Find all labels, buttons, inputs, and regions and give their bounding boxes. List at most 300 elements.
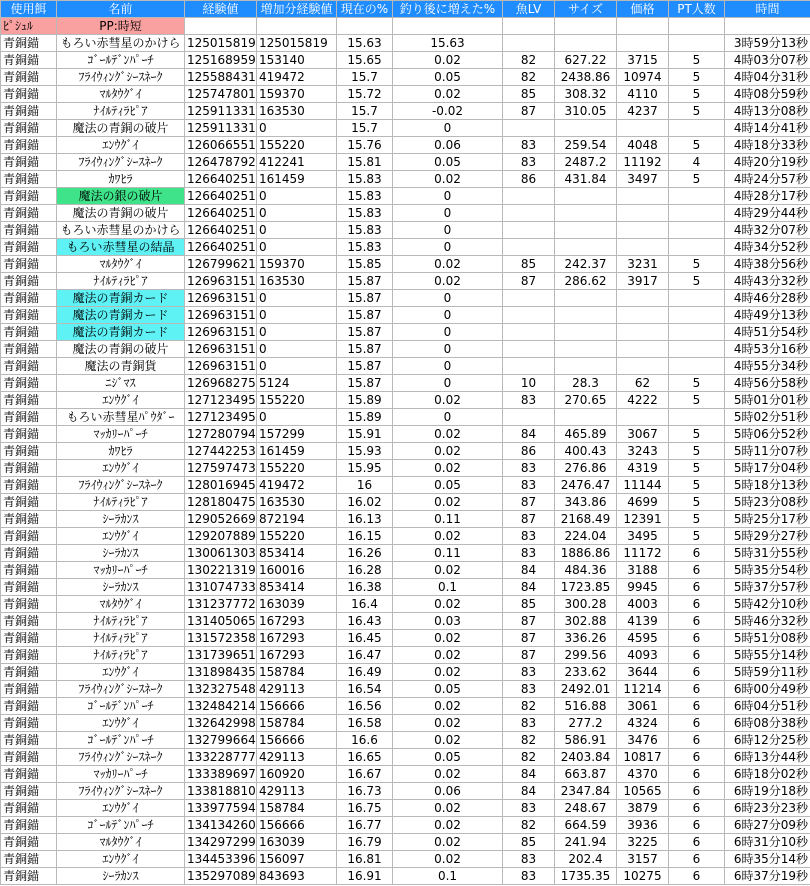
exp-gain-cell[interactable]: 163530: [257, 494, 337, 511]
exp-cell[interactable]: 126799621: [185, 256, 257, 273]
exp-gain-cell[interactable]: 167293: [257, 647, 337, 664]
name-cell[interactable]: ｼｰﾗｶﾝｽ: [57, 511, 185, 528]
price-cell[interactable]: 3936: [617, 817, 669, 834]
current-pct-cell[interactable]: 15.87: [337, 324, 393, 341]
exp-cell[interactable]: 127123495: [185, 409, 257, 426]
size-cell[interactable]: 336.26: [555, 630, 617, 647]
name-cell[interactable]: ｺﾞｰﾙﾃﾞﾝﾊﾟｰﾁ: [57, 698, 185, 715]
current-pct-cell[interactable]: 16.73: [337, 783, 393, 800]
party-size-cell[interactable]: [669, 358, 725, 375]
exp-gain-cell[interactable]: 412241: [257, 154, 337, 171]
time-cell[interactable]: 5時31分55秒: [725, 545, 810, 562]
exp-cell[interactable]: 126968275: [185, 375, 257, 392]
pct-increase-cell[interactable]: 0: [393, 375, 503, 392]
fish-level-cell[interactable]: [503, 205, 555, 222]
name-cell[interactable]: ﾅｲﾙﾃｨﾗﾋﾟｱ: [57, 613, 185, 630]
party-size-cell[interactable]: 5: [669, 460, 725, 477]
name-cell[interactable]: 魔法の青銅カード: [57, 307, 185, 324]
fish-level-cell[interactable]: 82: [503, 749, 555, 766]
party-size-cell[interactable]: 6: [669, 817, 725, 834]
size-cell[interactable]: 277.2: [555, 715, 617, 732]
exp-gain-cell[interactable]: 419472: [257, 477, 337, 494]
party-size-cell[interactable]: 6: [669, 562, 725, 579]
exp-cell[interactable]: 131898435: [185, 664, 257, 681]
time-cell[interactable]: 5時59分11秒: [725, 664, 810, 681]
time-cell[interactable]: 4時14分41秒: [725, 120, 810, 137]
name-cell[interactable]: 魔法の青銅の破片: [57, 205, 185, 222]
fish-level-cell[interactable]: 84: [503, 426, 555, 443]
party-size-cell[interactable]: 6: [669, 868, 725, 885]
pct-increase-cell[interactable]: 0.02: [393, 86, 503, 103]
time-cell[interactable]: 5時42分10秒: [725, 596, 810, 613]
pct-increase-cell[interactable]: 0.02: [393, 273, 503, 290]
current-pct-cell[interactable]: 15.87: [337, 341, 393, 358]
exp-cell[interactable]: 126963151: [185, 307, 257, 324]
current-pct-cell[interactable]: 15.83: [337, 171, 393, 188]
empty-cell[interactable]: [185, 18, 257, 35]
exp-gain-cell[interactable]: 0: [257, 409, 337, 426]
time-cell[interactable]: 4時55分34秒: [725, 358, 810, 375]
time-cell[interactable]: 4時08分59秒: [725, 86, 810, 103]
party-size-cell[interactable]: 6: [669, 749, 725, 766]
time-cell[interactable]: 4時18分33秒: [725, 137, 810, 154]
bait-cell[interactable]: 青銅錨: [1, 426, 57, 443]
current-pct-cell[interactable]: 15.7: [337, 69, 393, 86]
fish-level-cell[interactable]: 85: [503, 596, 555, 613]
time-cell[interactable]: 4時49分13秒: [725, 307, 810, 324]
exp-gain-cell[interactable]: 160920: [257, 766, 337, 783]
pct-increase-cell[interactable]: 0.02: [393, 630, 503, 647]
exp-cell[interactable]: 127442253: [185, 443, 257, 460]
size-cell[interactable]: 2168.49: [555, 511, 617, 528]
time-cell[interactable]: 5時06分52秒: [725, 426, 810, 443]
fish-level-cell[interactable]: [503, 290, 555, 307]
price-cell[interactable]: 4093: [617, 647, 669, 664]
time-cell[interactable]: 3時59分13秒: [725, 35, 810, 52]
bait-cell[interactable]: 青銅錨: [1, 851, 57, 868]
size-cell[interactable]: 233.62: [555, 664, 617, 681]
exp-cell[interactable]: 132799664: [185, 732, 257, 749]
time-cell[interactable]: 4時53分16秒: [725, 341, 810, 358]
name-cell[interactable]: ﾅｲﾙﾃｨﾗﾋﾟｱ: [57, 273, 185, 290]
bait-cell[interactable]: 青銅錨: [1, 358, 57, 375]
party-size-cell[interactable]: 5: [669, 375, 725, 392]
bait-cell[interactable]: 青銅錨: [1, 477, 57, 494]
price-cell[interactable]: 3243: [617, 443, 669, 460]
time-cell[interactable]: 4時03分07秒: [725, 52, 810, 69]
party-size-cell[interactable]: 6: [669, 647, 725, 664]
name-cell[interactable]: ﾏｯｶﾘｰﾊﾟｰﾁ: [57, 426, 185, 443]
price-cell[interactable]: 3715: [617, 52, 669, 69]
current-pct-cell[interactable]: 16.47: [337, 647, 393, 664]
party-size-cell[interactable]: [669, 290, 725, 307]
exp-cell[interactable]: 134134260: [185, 817, 257, 834]
exp-gain-cell[interactable]: 429113: [257, 749, 337, 766]
bait-cell[interactable]: 青銅錨: [1, 69, 57, 86]
time-cell[interactable]: 5時25分17秒: [725, 511, 810, 528]
pct-increase-cell[interactable]: 15.63: [393, 35, 503, 52]
exp-cell[interactable]: 125911331: [185, 103, 257, 120]
fish-level-cell[interactable]: 87: [503, 630, 555, 647]
price-cell[interactable]: 3231: [617, 256, 669, 273]
party-size-cell[interactable]: 5: [669, 273, 725, 290]
fish-level-cell[interactable]: 87: [503, 511, 555, 528]
size-cell[interactable]: 310.05: [555, 103, 617, 120]
name-cell[interactable]: ﾏﾙﾀｳｸﾞｲ: [57, 596, 185, 613]
exp-gain-cell[interactable]: 872194: [257, 511, 337, 528]
exp-gain-cell[interactable]: 161459: [257, 171, 337, 188]
party-size-cell[interactable]: 6: [669, 766, 725, 783]
size-cell[interactable]: 286.62: [555, 273, 617, 290]
bait-cell[interactable]: 青銅錨: [1, 409, 57, 426]
time-cell[interactable]: 5時01分01秒: [725, 392, 810, 409]
exp-cell[interactable]: 132484214: [185, 698, 257, 715]
size-cell[interactable]: [555, 222, 617, 239]
name-cell[interactable]: ﾌﾗｲｳｨﾝｸﾞｼｰｽﾈｰｸ: [57, 477, 185, 494]
current-pct-cell[interactable]: 16.02: [337, 494, 393, 511]
bait-cell[interactable]: 青銅錨: [1, 800, 57, 817]
empty-cell[interactable]: [337, 18, 393, 35]
bait-cell[interactable]: 青銅錨: [1, 375, 57, 392]
header-name[interactable]: 名前: [57, 1, 185, 18]
size-cell[interactable]: 343.86: [555, 494, 617, 511]
exp-cell[interactable]: 131405065: [185, 613, 257, 630]
party-size-cell[interactable]: 6: [669, 664, 725, 681]
fish-level-cell[interactable]: [503, 239, 555, 256]
price-cell[interactable]: 3879: [617, 800, 669, 817]
pct-increase-cell[interactable]: -0.02: [393, 103, 503, 120]
bait-cell[interactable]: 青銅錨: [1, 120, 57, 137]
current-pct-cell[interactable]: 16.4: [337, 596, 393, 613]
pct-increase-cell[interactable]: 0.02: [393, 817, 503, 834]
empty-cell[interactable]: [503, 18, 555, 35]
fish-level-cell[interactable]: 85: [503, 86, 555, 103]
exp-cell[interactable]: 126963151: [185, 324, 257, 341]
fish-level-cell[interactable]: 10: [503, 375, 555, 392]
fish-level-cell[interactable]: 82: [503, 698, 555, 715]
name-cell[interactable]: ｺﾞｰﾙﾃﾞﾝﾊﾟｰﾁ: [57, 732, 185, 749]
current-pct-cell[interactable]: 16.15: [337, 528, 393, 545]
size-cell[interactable]: 259.54: [555, 137, 617, 154]
exp-gain-cell[interactable]: 5124: [257, 375, 337, 392]
name-cell[interactable]: ﾏﾙﾀｳｸﾞｲ: [57, 86, 185, 103]
current-pct-cell[interactable]: 15.93: [337, 443, 393, 460]
exp-gain-cell[interactable]: 155220: [257, 528, 337, 545]
time-cell[interactable]: 4時34分52秒: [725, 239, 810, 256]
current-pct-cell[interactable]: 15.7: [337, 120, 393, 137]
exp-cell[interactable]: 129052669: [185, 511, 257, 528]
fish-level-cell[interactable]: [503, 358, 555, 375]
current-pct-cell[interactable]: 16.13: [337, 511, 393, 528]
current-pct-cell[interactable]: 16.45: [337, 630, 393, 647]
current-pct-cell[interactable]: 15.76: [337, 137, 393, 154]
party-size-cell[interactable]: 5: [669, 443, 725, 460]
empty-cell[interactable]: [257, 18, 337, 35]
price-cell[interactable]: [617, 290, 669, 307]
bait-cell[interactable]: 青銅錨: [1, 171, 57, 188]
exp-gain-cell[interactable]: 156097: [257, 851, 337, 868]
pct-increase-cell[interactable]: 0: [393, 324, 503, 341]
price-cell[interactable]: 11172: [617, 545, 669, 562]
size-cell[interactable]: 299.56: [555, 647, 617, 664]
fish-level-cell[interactable]: 82: [503, 69, 555, 86]
pct-increase-cell[interactable]: 0: [393, 341, 503, 358]
size-cell[interactable]: [555, 239, 617, 256]
exp-cell[interactable]: 128180475: [185, 494, 257, 511]
bait-cell[interactable]: 青銅錨: [1, 154, 57, 171]
current-pct-cell[interactable]: 16.54: [337, 681, 393, 698]
header-pct-increase[interactable]: 釣り後に増えた%: [393, 1, 503, 18]
name-cell[interactable]: ﾅｲﾙﾃｨﾗﾋﾟｱ: [57, 630, 185, 647]
name-cell[interactable]: ｴﾝｳｸﾞｲ: [57, 851, 185, 868]
size-cell[interactable]: 1886.86: [555, 545, 617, 562]
exp-cell[interactable]: 125168959: [185, 52, 257, 69]
exp-gain-cell[interactable]: 429113: [257, 681, 337, 698]
fish-level-cell[interactable]: 83: [503, 800, 555, 817]
bait-cell[interactable]: 青銅錨: [1, 647, 57, 664]
bait-cell[interactable]: 青銅錨: [1, 460, 57, 477]
time-cell[interactable]: 6時04分51秒: [725, 698, 810, 715]
fish-level-cell[interactable]: [503, 120, 555, 137]
exp-cell[interactable]: 125015819: [185, 35, 257, 52]
party-size-cell[interactable]: [669, 341, 725, 358]
exp-gain-cell[interactable]: 429113: [257, 783, 337, 800]
exp-cell[interactable]: 125747801: [185, 86, 257, 103]
fish-level-cell[interactable]: 83: [503, 528, 555, 545]
price-cell[interactable]: 4110: [617, 86, 669, 103]
name-cell[interactable]: 魔法の青銅カード: [57, 324, 185, 341]
fish-level-cell[interactable]: 83: [503, 460, 555, 477]
exp-cell[interactable]: 131074733: [185, 579, 257, 596]
current-pct-cell[interactable]: 16.43: [337, 613, 393, 630]
name-cell[interactable]: ｴﾝｳｸﾞｲ: [57, 528, 185, 545]
party-size-cell[interactable]: 6: [669, 834, 725, 851]
current-pct-cell[interactable]: 16.75: [337, 800, 393, 817]
current-pct-cell[interactable]: 15.83: [337, 239, 393, 256]
price-cell[interactable]: 3067: [617, 426, 669, 443]
time-cell[interactable]: 4時13分08秒: [725, 103, 810, 120]
pct-increase-cell[interactable]: 0.05: [393, 69, 503, 86]
party-size-cell[interactable]: 5: [669, 494, 725, 511]
size-cell[interactable]: 2476.47: [555, 477, 617, 494]
fish-level-cell[interactable]: [503, 307, 555, 324]
fish-level-cell[interactable]: 84: [503, 562, 555, 579]
fish-level-cell[interactable]: [503, 341, 555, 358]
price-cell[interactable]: [617, 324, 669, 341]
fish-level-cell[interactable]: 83: [503, 154, 555, 171]
price-cell[interactable]: [617, 205, 669, 222]
party-size-cell[interactable]: 5: [669, 52, 725, 69]
pct-increase-cell[interactable]: 0.02: [393, 732, 503, 749]
current-pct-cell[interactable]: 15.87: [337, 358, 393, 375]
exp-gain-cell[interactable]: 160016: [257, 562, 337, 579]
current-pct-cell[interactable]: 15.89: [337, 392, 393, 409]
bait-cell[interactable]: 青銅錨: [1, 834, 57, 851]
price-cell[interactable]: [617, 239, 669, 256]
price-cell[interactable]: 3188: [617, 562, 669, 579]
bait-cell[interactable]: 青銅錨: [1, 324, 57, 341]
size-cell[interactable]: 270.65: [555, 392, 617, 409]
party-size-cell[interactable]: 6: [669, 783, 725, 800]
price-cell[interactable]: [617, 188, 669, 205]
exp-gain-cell[interactable]: 853414: [257, 579, 337, 596]
party-size-cell[interactable]: [669, 409, 725, 426]
bait-type-cell[interactable]: ﾋﾟｼｭﾙ: [1, 18, 57, 35]
pct-increase-cell[interactable]: 0: [393, 290, 503, 307]
name-cell[interactable]: 魔法の青銅の破片: [57, 341, 185, 358]
bait-cell[interactable]: 青銅錨: [1, 630, 57, 647]
bait-cell[interactable]: 青銅錨: [1, 222, 57, 239]
exp-cell[interactable]: 126963151: [185, 358, 257, 375]
exp-cell[interactable]: 132642998: [185, 715, 257, 732]
fish-level-cell[interactable]: 87: [503, 494, 555, 511]
name-cell[interactable]: 魔法の青銅カード: [57, 290, 185, 307]
exp-gain-cell[interactable]: 0: [257, 188, 337, 205]
price-cell[interactable]: 4048: [617, 137, 669, 154]
pct-increase-cell[interactable]: 0.02: [393, 664, 503, 681]
size-cell[interactable]: [555, 188, 617, 205]
exp-gain-cell[interactable]: 0: [257, 222, 337, 239]
pct-increase-cell[interactable]: 0: [393, 358, 503, 375]
exp-cell[interactable]: 131572358: [185, 630, 257, 647]
fish-level-cell[interactable]: [503, 35, 555, 52]
price-cell[interactable]: 3061: [617, 698, 669, 715]
size-cell[interactable]: 586.91: [555, 732, 617, 749]
party-size-cell[interactable]: 5: [669, 477, 725, 494]
exp-cell[interactable]: 131237772: [185, 596, 257, 613]
party-size-cell[interactable]: 6: [669, 732, 725, 749]
price-cell[interactable]: 9945: [617, 579, 669, 596]
exp-gain-cell[interactable]: 0: [257, 290, 337, 307]
current-pct-cell[interactable]: 15.95: [337, 460, 393, 477]
price-cell[interactable]: 4222: [617, 392, 669, 409]
exp-cell[interactable]: 131739651: [185, 647, 257, 664]
time-cell[interactable]: 5時29分27秒: [725, 528, 810, 545]
exp-gain-cell[interactable]: 419472: [257, 69, 337, 86]
party-size-cell[interactable]: 5: [669, 511, 725, 528]
name-cell[interactable]: ﾅｲﾙﾃｨﾗﾋﾟｱ: [57, 647, 185, 664]
party-size-cell[interactable]: 5: [669, 256, 725, 273]
party-size-cell[interactable]: [669, 188, 725, 205]
bait-cell[interactable]: 青銅錨: [1, 205, 57, 222]
time-cell[interactable]: 5時51分08秒: [725, 630, 810, 647]
fish-level-cell[interactable]: 83: [503, 715, 555, 732]
pct-increase-cell[interactable]: 0.05: [393, 681, 503, 698]
price-cell[interactable]: 12391: [617, 511, 669, 528]
exp-cell[interactable]: 125911331: [185, 120, 257, 137]
name-cell[interactable]: ｶﾜﾋﾗ: [57, 171, 185, 188]
pct-increase-cell[interactable]: 0.02: [393, 766, 503, 783]
price-cell[interactable]: 4319: [617, 460, 669, 477]
bait-cell[interactable]: 青銅錨: [1, 681, 57, 698]
fish-level-cell[interactable]: 83: [503, 477, 555, 494]
time-cell[interactable]: 6時31分10秒: [725, 834, 810, 851]
size-cell[interactable]: 308.32: [555, 86, 617, 103]
time-cell[interactable]: 4時04分31秒: [725, 69, 810, 86]
bait-cell[interactable]: 青銅錨: [1, 596, 57, 613]
time-cell[interactable]: 6時13分44秒: [725, 749, 810, 766]
exp-gain-cell[interactable]: 163039: [257, 596, 337, 613]
exp-gain-cell[interactable]: 158784: [257, 715, 337, 732]
price-cell[interactable]: 10974: [617, 69, 669, 86]
fish-level-cell[interactable]: 87: [503, 273, 555, 290]
exp-gain-cell[interactable]: 0: [257, 341, 337, 358]
fish-level-cell[interactable]: 83: [503, 868, 555, 885]
fish-level-cell[interactable]: 83: [503, 851, 555, 868]
exp-gain-cell[interactable]: 159370: [257, 256, 337, 273]
party-size-cell[interactable]: 6: [669, 715, 725, 732]
size-cell[interactable]: [555, 324, 617, 341]
time-cell[interactable]: 6時19分18秒: [725, 783, 810, 800]
current-pct-cell[interactable]: 15.87: [337, 273, 393, 290]
name-cell[interactable]: ｺﾞｰﾙﾃﾞﾝﾊﾟｰﾁ: [57, 52, 185, 69]
current-pct-cell[interactable]: 16.67: [337, 766, 393, 783]
bait-cell[interactable]: 青銅錨: [1, 528, 57, 545]
fish-level-cell[interactable]: 83: [503, 664, 555, 681]
party-size-cell[interactable]: [669, 120, 725, 137]
time-cell[interactable]: 6時12分25秒: [725, 732, 810, 749]
current-pct-cell[interactable]: 15.65: [337, 52, 393, 69]
price-cell[interactable]: 62: [617, 375, 669, 392]
current-pct-cell[interactable]: 16.65: [337, 749, 393, 766]
bait-cell[interactable]: 青銅錨: [1, 137, 57, 154]
pct-increase-cell[interactable]: 0.02: [393, 800, 503, 817]
party-size-cell[interactable]: 6: [669, 698, 725, 715]
fish-level-cell[interactable]: 87: [503, 103, 555, 120]
name-cell[interactable]: ｺﾞｰﾙﾃﾞﾝﾊﾟｰﾁ: [57, 817, 185, 834]
size-cell[interactable]: 2347.84: [555, 783, 617, 800]
time-cell[interactable]: 5時55分14秒: [725, 647, 810, 664]
size-cell[interactable]: 484.36: [555, 562, 617, 579]
pct-increase-cell[interactable]: 0.02: [393, 647, 503, 664]
size-cell[interactable]: 241.94: [555, 834, 617, 851]
name-cell[interactable]: 魔法の青銅貨: [57, 358, 185, 375]
price-cell[interactable]: 3917: [617, 273, 669, 290]
time-cell[interactable]: 4時28分17秒: [725, 188, 810, 205]
exp-gain-cell[interactable]: 0: [257, 239, 337, 256]
exp-cell[interactable]: 134297299: [185, 834, 257, 851]
name-cell[interactable]: ﾅｲﾙﾃｨﾗﾋﾟｱ: [57, 494, 185, 511]
header-time[interactable]: 時間: [725, 1, 810, 18]
name-cell[interactable]: ﾏﾙﾀｳｸﾞｲ: [57, 256, 185, 273]
time-cell[interactable]: 6時35分14秒: [725, 851, 810, 868]
name-cell[interactable]: 魔法の銀の破片: [57, 188, 185, 205]
header-exp[interactable]: 経験値: [185, 1, 257, 18]
fish-level-cell[interactable]: 83: [503, 137, 555, 154]
exp-gain-cell[interactable]: 155220: [257, 460, 337, 477]
price-cell[interactable]: 4699: [617, 494, 669, 511]
price-cell[interactable]: 3225: [617, 834, 669, 851]
pct-increase-cell[interactable]: 0: [393, 307, 503, 324]
current-pct-cell[interactable]: 15.83: [337, 188, 393, 205]
exp-cell[interactable]: 126640251: [185, 205, 257, 222]
price-cell[interactable]: [617, 120, 669, 137]
pct-increase-cell[interactable]: 0.02: [393, 392, 503, 409]
current-pct-cell[interactable]: 16.49: [337, 664, 393, 681]
fish-level-cell[interactable]: [503, 324, 555, 341]
fish-level-cell[interactable]: 85: [503, 256, 555, 273]
price-cell[interactable]: 3476: [617, 732, 669, 749]
bait-cell[interactable]: 青銅錨: [1, 103, 57, 120]
pct-increase-cell[interactable]: 0.05: [393, 749, 503, 766]
exp-cell[interactable]: 129207889: [185, 528, 257, 545]
size-cell[interactable]: [555, 341, 617, 358]
pct-increase-cell[interactable]: 0.02: [393, 851, 503, 868]
bait-cell[interactable]: 青銅錨: [1, 579, 57, 596]
price-cell[interactable]: [617, 409, 669, 426]
time-cell[interactable]: 4時20分19秒: [725, 154, 810, 171]
name-cell[interactable]: ﾌﾗｲｳｨﾝｸﾞｼｰｽﾈｰｸ: [57, 154, 185, 171]
